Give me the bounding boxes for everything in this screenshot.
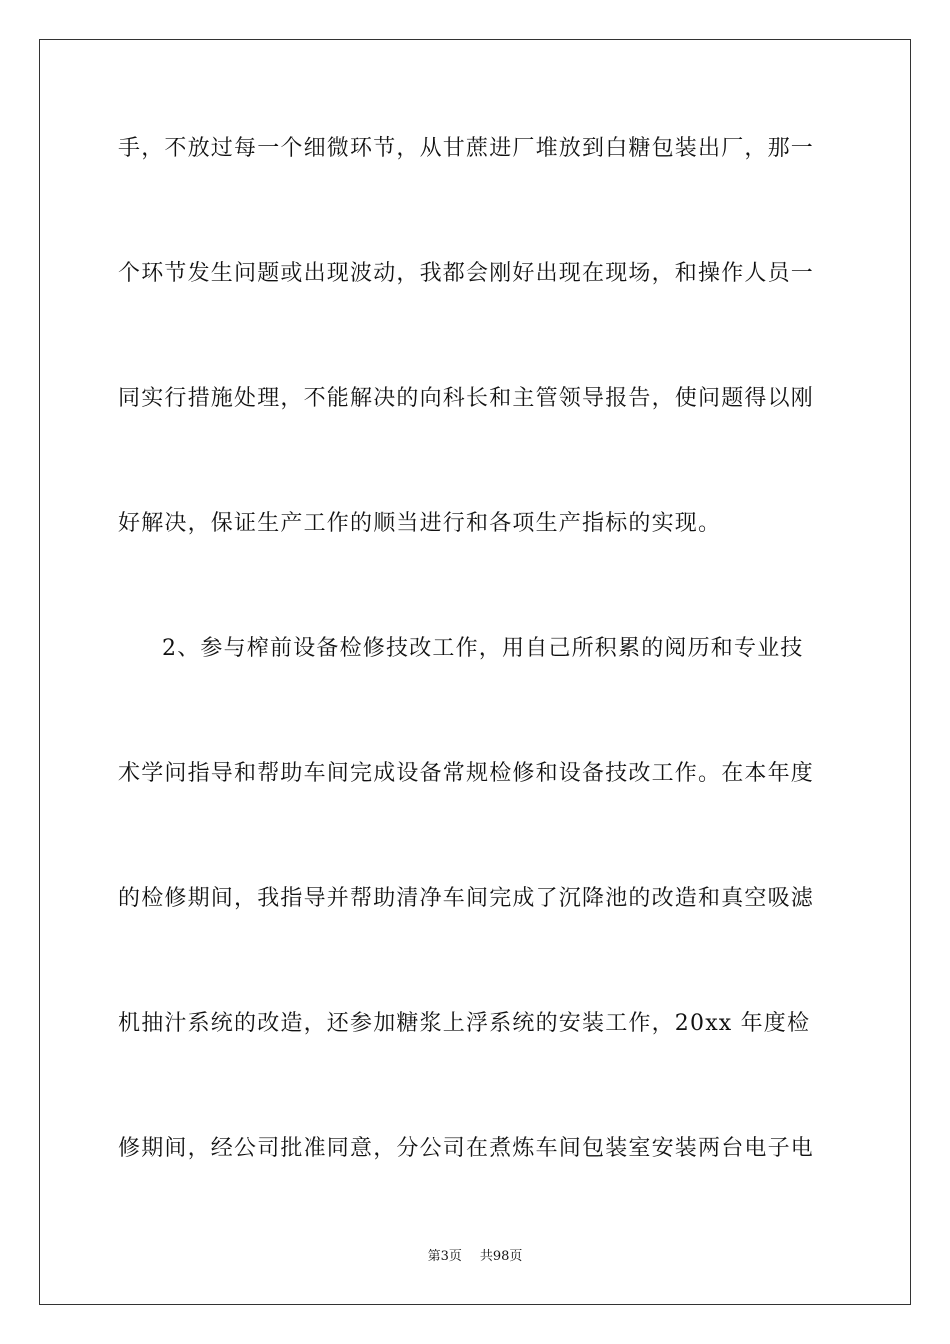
total-pages-label: 共98页 [479, 1249, 523, 1264]
text-line-8: 机抽汁系统的改造，还参加糖浆上浮系统的安装工作，20xx 年度检 [118, 1011, 811, 1036]
current-page-label: 第3页 [427, 1249, 462, 1264]
text-line-4: 好解决，保证生产工作的顺当进行和各项生产指标的实现。 [118, 511, 722, 536]
page-border [39, 39, 911, 1305]
text-line-9: 修期间，经公司批准同意，分公司在煮炼车间包装室安装两台电子电 [118, 1136, 815, 1161]
text-line-6: 术学问指导和帮助车间完成设备常规检修和设备技改工作。在本年度 [118, 761, 815, 786]
text-line-5: 2、参与榨前设备检修技改工作，用自己所积累的阅历和专业技 [162, 636, 804, 661]
text-line-3: 同实行措施处理，不能解决的向科长和主管领导报告，使问题得以刚 [118, 386, 815, 411]
text-line-2: 个环节发生问题或出现波动，我都会刚好出现在现场，和操作人员一 [118, 261, 815, 286]
page-footer [0, 1248, 950, 1266]
text-line-7: 的检修期间，我指导并帮助清净车间完成了沉降池的改造和真空吸滤 [118, 886, 815, 911]
text-line-1: 手，不放过每一个细微环节，从甘蔗进厂堆放到白糖包装出厂，那一 [118, 136, 815, 161]
